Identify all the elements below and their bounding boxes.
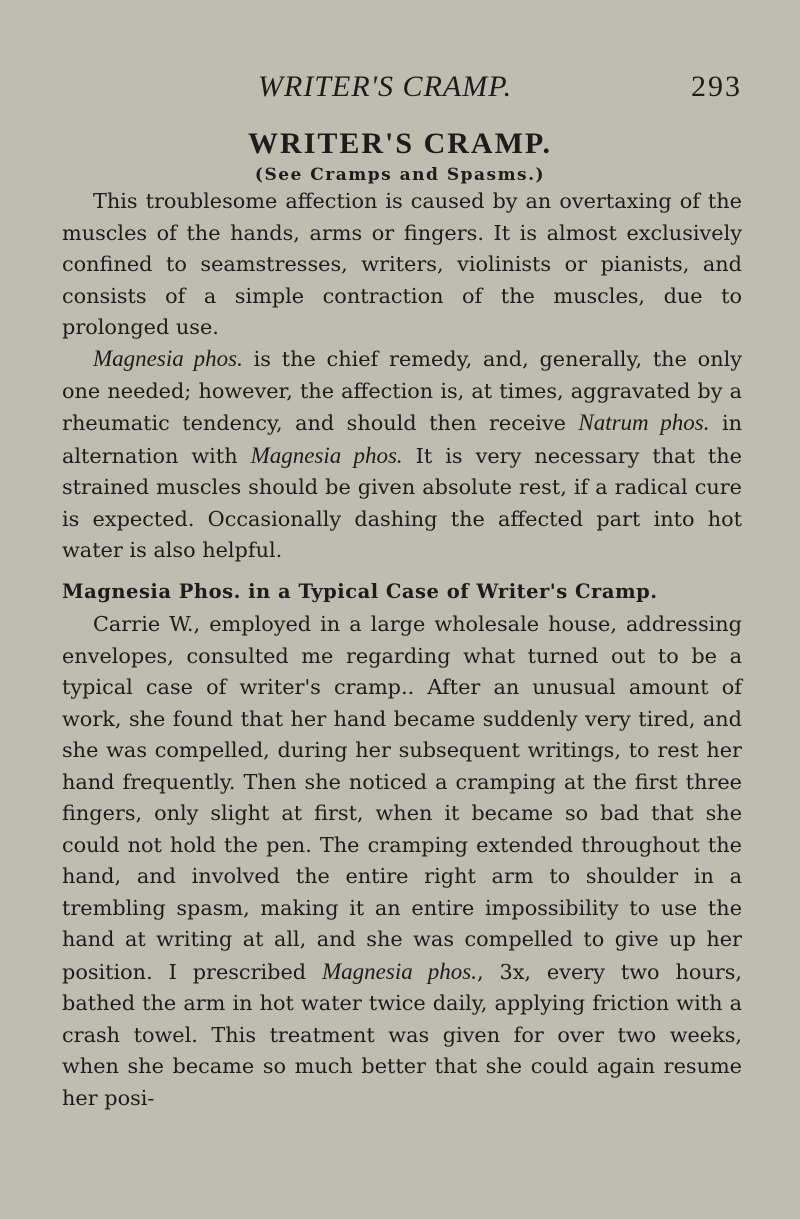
paragraph-text: It is very necessary that the strained muscles should be given absolute rest, if a radical cure is expected. Occasionally dashing the affected part into hot water is also helpful. [62,443,742,562]
case-paragraph [62,609,742,1114]
paragraph-text: is the chief remedy, and, generally, the only one needed; however, the affection is, at times, aggravated by a rheumatic tendency, and should then receive [62,347,742,435]
cross-reference: (See Cramps and Spasms.) [254,165,546,185]
paragraph-text: Carrie W., employed in a large wholesale house, addressing envelopes, consulted me regarding what turned out to be a typical case of writer's cramp.. After an unusual amount of work, she found that her hand became suddenly very tired, and she was compelled, during her subsequent writings, to rest her hand frequently. Then she noticed a cramping at the first three fingers, only slight at first, when it became so bad that she could not hold the pen. The cramping extended throughout the hand, and involved the entire right arm to shoulder in a trembling spasm, making it an entire impossibility to use the hand at writing at all, and she was compelled to give up her position. I prescribed [62,612,742,984]
paragraph-text: in alternation with [62,411,742,468]
remedy-name: Magnesia phos. [250,442,403,468]
remedy-name: Natrum phos. [578,410,710,435]
paragraph-text: , 3x, every two hours, bathed the arm in hot water twice daily, applying friction with a crash towel. This treatment was given for over two weeks, when she became so much better that she could again resume her posi- [62,959,742,1110]
running-head-title: WRITER'S CRAMP. [258,70,513,103]
case-heading: Magnesia Phos. in a Typical Case of Writer's Cramp. [62,580,658,603]
intro-paragraph: This troublesome affection is caused by an overtaxing of the muscles of the hands, arms or fingers. It is almost exclusively confined to seamstresses, writers, violinists or pianists, and consists of a simple contraction of the muscles, due to prolonged use. [62,189,742,339]
remedy-name: Magnesia phos. [93,346,243,371]
remedy-name: Magnesia phos. [322,958,477,984]
page-number: 293 [691,70,742,103]
running-head [62,70,742,110]
remedy-paragraph [62,343,742,567]
chapter-title: WRITER'S CRAMP. [248,127,552,160]
